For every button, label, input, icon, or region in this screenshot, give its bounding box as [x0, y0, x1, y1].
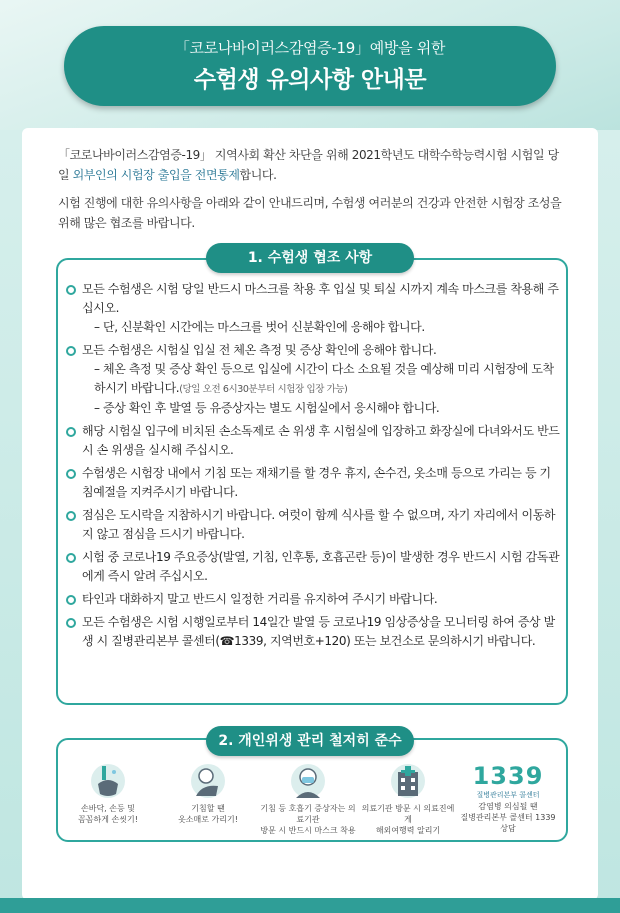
hygiene-icons: [60, 762, 560, 835]
page-subtitle: 「코로나바이러스감염증-19」예방을 위한: [174, 39, 446, 57]
bullet-icon: [66, 285, 76, 295]
intro-text: [58, 145, 568, 241]
list-item: [66, 341, 561, 418]
list-item-sub: [82, 318, 561, 337]
bullet-icon: [66, 595, 76, 605]
intro-paragraph-1: [58, 145, 568, 185]
hospital-icon: [388, 762, 428, 800]
hygiene-label-1b: 꼼꼼하게 손씻기!: [78, 815, 138, 824]
section-2-title: 2. 개인위생 관리 철저히 준수: [206, 726, 414, 756]
list-item-text: 타인과 대화하지 말고 반드시 일정한 거리를 유지하여 주시기 바랍니다.: [82, 592, 438, 606]
bullet-icon: [66, 553, 76, 563]
list-item-text: 시험 중 코로나19 주요증상(발열, 기침, 인후통, 호흡곤란 등)이 발생한 경우 반드시 시험 감독관에게 즉시 알려 주십시오.: [82, 550, 560, 583]
hygiene-label-5a: 감염병 의심될 땐: [478, 802, 538, 811]
bullet-icon: [66, 511, 76, 521]
list-item-sub-text: – 단, 신분확인 시간에는 마스크를 벗어 신분확인에 응해야 합니다.: [94, 320, 425, 334]
list-item: [66, 590, 561, 609]
list-item-text: 해당 시험실 입구에 비치된 손소독제로 손 위생 후 시험실에 입장하고 화장실에 다녀와서도 반드시 손 위생을 실시해 주십시오.: [82, 424, 560, 457]
callcenter-logo-sub: 질병관리본부 콜센터: [476, 791, 540, 799]
intro-p1-part-a: 「코로나바이러스감염증-19」 지역사회 확산 차단을 위해 2021학년도 대학수학능력시험 시험일 당일: [58, 148, 559, 182]
section-1-title: 1. 수험생 협조 사항: [206, 243, 414, 273]
list-item-text: 모든 수험생은 시험실 입실 전 체온 측정 및 증상 확인에 응해야 합니다.: [82, 343, 437, 357]
hygiene-label-3a: 기침 등 호흡기 증상자는 의료기관: [260, 804, 356, 824]
section-1-list: [66, 280, 561, 655]
footer-band: [0, 898, 620, 913]
list-item-sub: [82, 360, 561, 399]
intro-p1-highlight: 외부인의 시험장 출입을 전면통제: [72, 168, 240, 182]
list-item: [66, 422, 561, 460]
list-item-text: 모든 수험생은 시험 당일 반드시 마스크를 착용 후 입실 및 퇴실 시까지 계속 마스크를 착용해 주십시오.: [82, 282, 559, 315]
hygiene-label-4a: 의료기관 방문 시 의료진에게: [361, 804, 455, 824]
bullet-icon: [66, 346, 76, 356]
intro-p1-part-c: 합니다.: [239, 168, 277, 182]
bullet-icon: [66, 427, 76, 437]
hygiene-item-mask: [260, 762, 356, 836]
list-item: [66, 506, 561, 544]
hygiene-item-hospital: [360, 762, 456, 836]
list-item: [66, 548, 561, 586]
mask-icon: [288, 762, 328, 800]
bullet-icon: [66, 469, 76, 479]
list-item-text: 모든 수험생은 시험 시행일로부터 14일간 발열 등 코로나19 임상증상을 모니터링 하여 증상 발생 시 질병관리본부 콜센터(☎1339, 지역번호+120) 또는 보건소로 문의하시기 바랍니다.: [82, 615, 555, 648]
list-item-sub-text: – 체온 측정 및 증상 확인 등으로 입실에 시간이 다소 소요될 것을 예상해 미리 시험장에 도착하시기 바랍니다.: [94, 362, 554, 395]
hygiene-label-5b: 질병관리본부 콜센터 1339 상담: [460, 813, 556, 833]
cough-etiquette-icon: [188, 762, 228, 800]
hygiene-item-handwash: [60, 762, 156, 825]
list-item-text: 수험생은 시험장 내에서 기침 또는 재채기를 할 경우 휴지, 손수건, 옷소매 등으로 가리는 등 기침예절을 지켜주시기 바랍니다.: [82, 466, 551, 499]
hygiene-label-2b: 옷소매로 가리기!: [178, 815, 238, 824]
hygiene-item-cough: [160, 762, 256, 825]
list-item-sub: [82, 399, 561, 418]
title-banner: [64, 26, 556, 106]
hygiene-label-1a: 손바닥, 손등 및: [81, 804, 135, 813]
callcenter-1339-icon: 1339: [472, 762, 544, 790]
intro-paragraph-2: 시험 진행에 대한 유의사항을 아래와 같이 안내드리며, 수험생 여러분의 건강과 안전한 시험장 조성을 위해 많은 협조를 바랍니다.: [58, 196, 562, 230]
list-item-text: 점심은 도시락을 지참하시기 바랍니다. 여럿이 함께 식사를 할 수 없으며, 자기 자리에서 이동하지 않고 점심을 드시기 바랍니다.: [82, 508, 556, 541]
list-item-note: (당일 오전 6시30분부터 시험장 입장 가능): [179, 384, 348, 395]
list-item-sub-text: – 증상 확인 후 발열 등 유증상자는 별도 시험실에서 응시해야 합니다.: [94, 401, 440, 415]
list-item: [66, 613, 561, 651]
hygiene-label-2a: 기침할 땐: [191, 804, 225, 813]
list-item: [66, 280, 561, 337]
page-title: 수험생 유의사항 안내문: [193, 67, 427, 93]
hygiene-item-callcenter: [460, 762, 556, 834]
list-item: [66, 464, 561, 502]
bullet-icon: [66, 618, 76, 628]
hand-wash-icon: [88, 762, 128, 800]
hygiene-label-4b: 해외여행력 알리기: [375, 826, 441, 835]
hygiene-label-3b: 방문 시 반드시 마스크 착용: [260, 826, 356, 835]
